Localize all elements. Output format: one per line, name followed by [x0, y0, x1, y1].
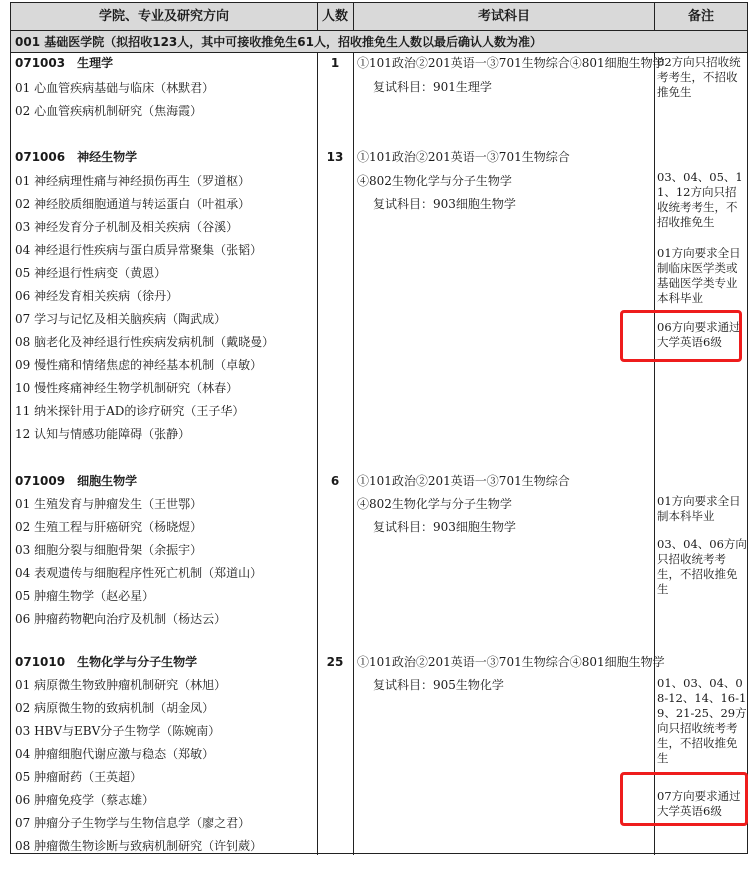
exam-subjects: ①101政治②201英语一③701生物综合④801细胞生物学	[357, 56, 665, 70]
direction-item: 03 细胞分裂与细胞骨架（余振宇）	[15, 543, 203, 557]
major-title: 071010 生物化学与分子生物学	[15, 655, 198, 669]
retest-subject: 复试科目：901生理学	[373, 80, 492, 94]
table-header	[11, 3, 747, 31]
direction-item: 05 神经退行性病变（黄恩）	[15, 266, 167, 280]
exam-subjects: ④802生物化学与分子生物学	[357, 174, 512, 188]
remark: 07方向要求通过大学英语6级	[657, 789, 741, 818]
exam-subjects: ①101政治②201英语一③701生物综合	[357, 150, 570, 164]
direction-item: 03 HBV与EBV分子生物学（陈婉南）	[15, 724, 221, 738]
direction-item: 07 肿瘤分子生物学与生物信息学（廖之君）	[15, 816, 251, 830]
col-divider	[353, 3, 354, 31]
direction-item: 04 表观遗传与细胞程序性死亡机制（郑道山）	[15, 566, 263, 580]
remark: 01方向要求全日制本科毕业	[657, 494, 741, 523]
header-col-notes: 备注	[687, 9, 714, 24]
direction-item: 10 慢性疼痛神经生物学机制研究（林春）	[15, 381, 239, 395]
direction-item: 02 神经胶质细胞通道与转运蛋白（叶祖承）	[15, 197, 251, 211]
remark: 06方向要求通过大学英语6级	[657, 320, 741, 349]
col-divider	[317, 53, 318, 855]
department-row: 001 基础医学院（拟招收123人，其中可接收推免生61人，招收推免生人数以最后确认人数为准）	[11, 31, 747, 53]
direction-item: 01 病原微生物致肿瘤机制研究（林旭）	[15, 678, 227, 692]
exam-subjects: ①101政治②201英语一③701生物综合④801细胞生物学	[357, 655, 665, 669]
direction-item: 07 学习与记忆及相关脑疾病（陶武成）	[15, 312, 227, 326]
col-divider	[654, 53, 655, 855]
major-title: 071003 生理学	[15, 56, 114, 70]
direction-item: 05 肿瘤耐药（王英超）	[15, 770, 143, 784]
col-divider	[353, 53, 354, 855]
major-count: 13	[326, 150, 344, 164]
direction-item: 09 慢性痛和情绪焦虑的神经基本机制（卓敏）	[15, 358, 263, 372]
retest-subject: 复试科目：905生物化学	[373, 678, 504, 692]
major-count: 25	[326, 655, 344, 669]
header-col-count: 人数	[321, 9, 348, 24]
direction-item: 02 心血管疾病机制研究（焦海霞）	[15, 104, 203, 118]
remark: 01、03、04、08-12、14、16-19、21-25、29方向只招收统考考生，不招收推免生	[657, 676, 747, 765]
direction-item: 02 生殖工程与肝癌研究（杨晓煜）	[15, 520, 203, 534]
highlight-box	[620, 310, 742, 362]
direction-item: 06 肿瘤免疫学（蔡志雄）	[15, 793, 155, 807]
major-title: 071006 神经生物学	[15, 150, 138, 164]
direction-item: 04 肿瘤细胞代谢应激与稳态（郑敏）	[15, 747, 215, 761]
enrollment-table	[10, 2, 748, 854]
direction-item: 01 生殖发育与肿瘤发生（王世鄂）	[15, 497, 203, 511]
direction-item: 05 肿瘤生物学（赵必星）	[15, 589, 155, 603]
col-divider	[654, 3, 655, 31]
highlight-box	[620, 772, 748, 826]
direction-item: 12 认知与情感功能障碍（张静）	[15, 427, 191, 441]
retest-subject: 复试科目：903细胞生物学	[373, 520, 516, 534]
exam-subjects: ①101政治②201英语一③701生物综合	[357, 474, 570, 488]
major-count: 6	[330, 474, 340, 488]
direction-item: 11 纳米探针用于AD的诊疗研究（王子华）	[15, 404, 245, 418]
retest-subject: 复试科目：903细胞生物学	[373, 197, 516, 211]
direction-item: 08 脑老化及神经退行性疾病发病机制（戴晓曼）	[15, 335, 275, 349]
header-col-major: 学院、专业及研究方向	[98, 9, 229, 24]
exam-subjects: ④802生物化学与分子生物学	[357, 497, 512, 511]
direction-item: 01 心血管疾病基础与临床（林默君）	[15, 81, 215, 95]
direction-item: 01 神经病理性痛与神经损伤再生（罗道枢）	[15, 174, 251, 188]
col-divider	[317, 3, 318, 31]
major-title: 071009 细胞生物学	[15, 474, 138, 488]
remark: 03、04、05、11、12方向只招收统考考生，不招收推免生	[657, 170, 743, 229]
direction-item: 08 肿瘤微生物诊断与致病机制研究（许钊葳）	[15, 839, 263, 853]
direction-item: 06 肿瘤药物靶向治疗及机制（杨达云）	[15, 612, 227, 626]
remark: 03、04、06方向只招收统考考生，不招收推免生	[657, 537, 747, 596]
direction-item: 06 神经发育相关疾病（徐丹）	[15, 289, 179, 303]
header-col-exams: 考试科目	[477, 9, 530, 24]
remark: 02方向只招收统考考生，不招收推免生	[657, 55, 741, 99]
direction-item: 03 神经发育分子机制及相关疾病（谷溪）	[15, 220, 239, 234]
remark: 01方向要求全日制临床医学类或基础医学类专业本科毕业	[657, 246, 741, 305]
direction-item: 02 病原微生物的致病机制（胡金凤）	[15, 701, 215, 715]
major-count: 1	[330, 56, 340, 70]
direction-item: 04 神经退行性疾病与蛋白质异常聚集（张韬）	[15, 243, 263, 257]
